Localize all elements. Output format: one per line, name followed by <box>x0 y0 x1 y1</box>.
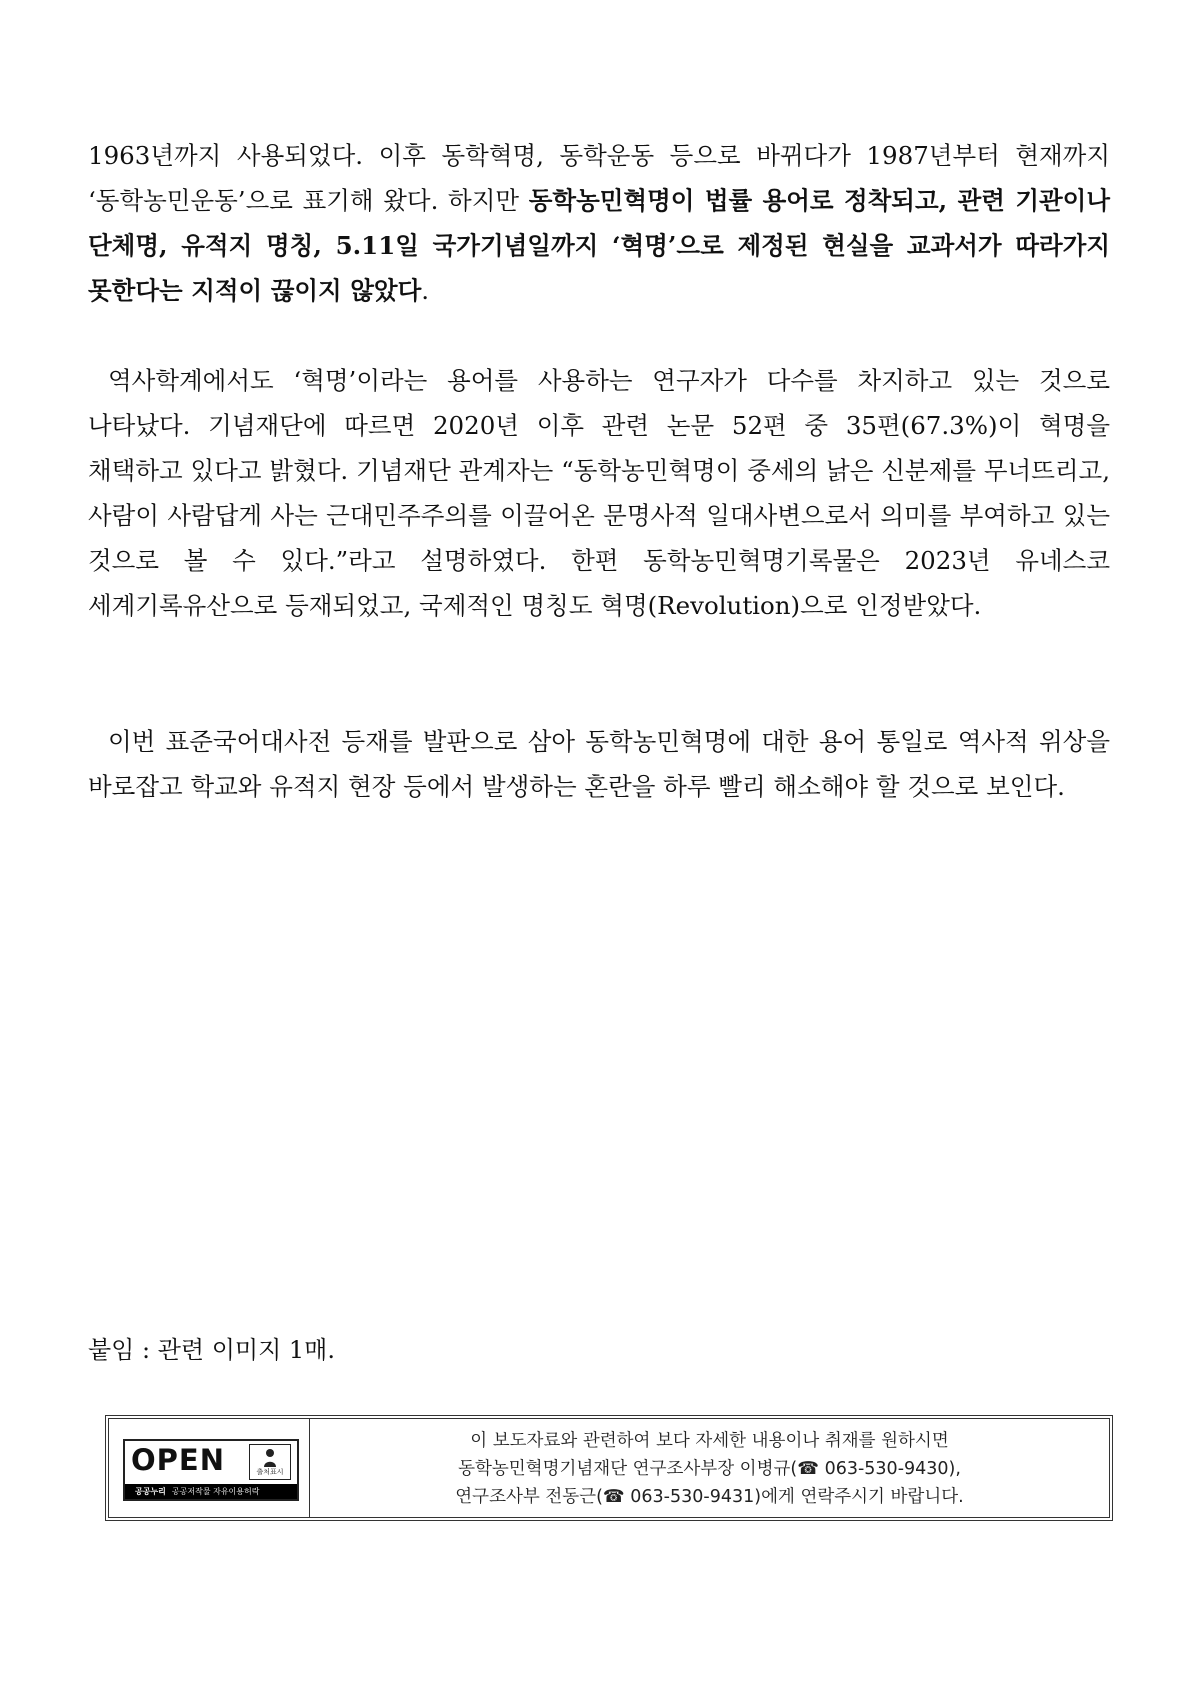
paragraph-bold-text: 동학농민혁명이 법률 용어로 정착되고, 관련 기관이나 단체명, 유적지 명칭, 5.11일 국가기념일까지 ‘혁명’으로 제정된 현실을 교과서가 따라가지 못한다는 지적이 끊이지 않았다 <box>88 186 1111 305</box>
paragraph-text: 1963년까지 사용되었다. 이후 동학혁명, 동학운동 등으로 바뀌다가 1987년부터 현재까지 ‘동학농민운동’으로 표기해 왔다. 하지만 <box>88 141 1110 215</box>
paragraph-text: 이번 표준국어대사전 등재를 발판으로 삼아 동학농민혁명에 대한 용어 통일로 역사적 위상을 바로잡고 학교와 유적지 현장 등에서 발생하는 혼란을 하루 빨리 해소해야 할 것으로 보인다. <box>88 727 1110 801</box>
person-icon <box>263 1448 277 1468</box>
kogl-open-logo <box>123 1439 299 1501</box>
contact-line: 연구조사부 전동근(☎ 063-530-9431)에게 연락주시기 바랍니다. <box>455 1487 964 1507</box>
logo-strip-brand: 공공누리 <box>135 1487 166 1496</box>
paragraph-text: 역사학계에서도 ‘혁명’이라는 용어를 사용하는 연구자가 다수를 차지하고 있는 것으로 나타났다. 기념재단에 따르면 2020년 이후 관련 논문 52편 중 35편(67.3%)이 혁명을 채택하고 있다고 밝혔다. 기념재단 관계자는 “동학농민혁명이 중세의 낡은 신분제를 무너뜨리고, 사람이 사람답게 사는 근대민주주의를 이끌어온 문명사적 일대사변으로서 의미를 부여하고 있는 것으로 볼 수 있다.”라고 설명하였다. 한편 동학농민혁명기록물은 2023년 유네스코 세계기록유산으로 등재되었고, 국제적인 명칭도 혁명(Revolution)으로 인정받았다. <box>88 366 1110 620</box>
contact-line: 이 보도자료와 관련하여 보다 자세한 내용이나 취재를 원하시면 <box>470 1431 949 1451</box>
contact-line: 동학농민혁명기념재단 연구조사부장 이병규(☎ 063-530-9430), <box>458 1459 961 1479</box>
attachment-note: 붙임 : 관련 이미지 1매. <box>88 1336 335 1364</box>
badge-text: 출처표시 <box>256 1468 284 1476</box>
attribution-badge <box>249 1444 291 1480</box>
body-paragraph-2 <box>88 358 1110 628</box>
body-paragraph-3 <box>88 719 1110 809</box>
license-logo-cell <box>109 1419 310 1517</box>
contact-footer-box <box>108 1418 1110 1518</box>
body-paragraph-1 <box>88 133 1110 313</box>
logo-open-text: OPEN <box>131 1443 225 1477</box>
contact-info <box>310 1419 1109 1517</box>
logo-strip-caption: 공공저작물 자유이용허락 <box>171 1487 260 1496</box>
paragraph-text: . <box>421 276 430 305</box>
logo-strip <box>125 1484 297 1499</box>
